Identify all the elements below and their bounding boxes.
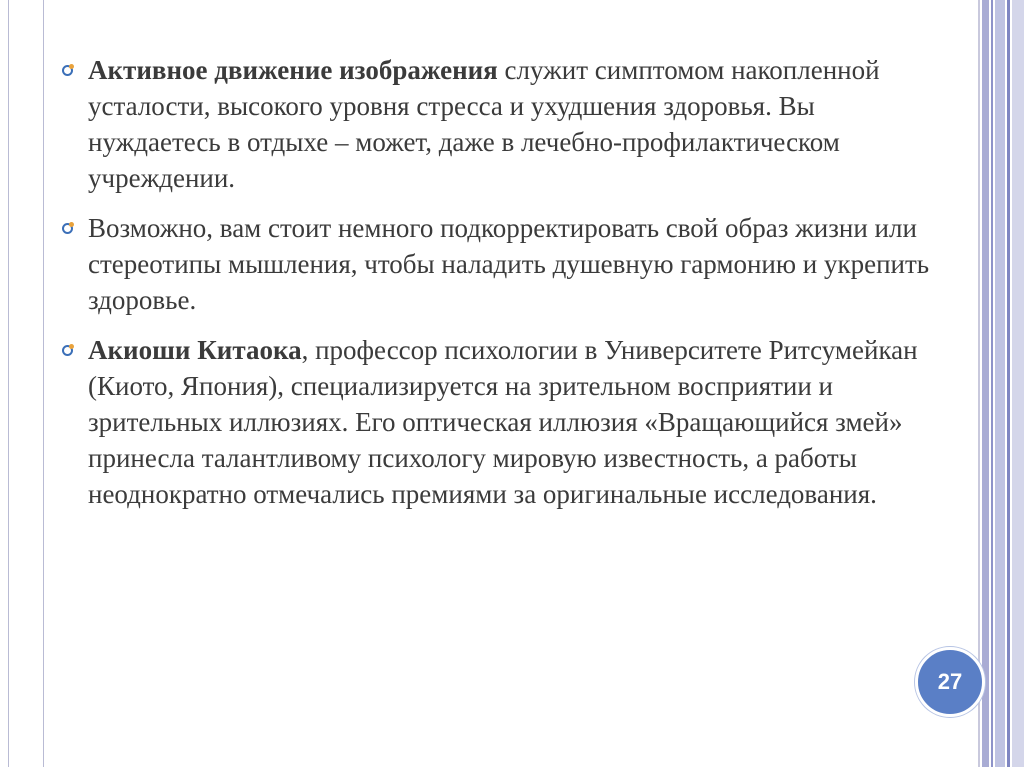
stripe <box>982 0 989 767</box>
right-decorative-stripes <box>978 0 1024 767</box>
bullet-item <box>62 52 942 196</box>
page-number-badge: 27 <box>915 647 985 717</box>
stripe <box>1007 0 1010 767</box>
slide-content <box>62 52 942 526</box>
bullet-circle-icon <box>62 345 73 356</box>
bullet-bold-text: Акиоши Китаока <box>88 335 302 365</box>
bullet-item <box>62 210 942 318</box>
bullet-text: , профессор психологии в Университете Ритсумейкан (Киото, Япония), специализируется на зрительном восприятии и зрительных иллюзиях. Его оптическая иллюзия «Вращающийся змей» принесла талантливому психологу мировую известность, а работы неоднократно отмечались премиями за оригинальные исследования. <box>88 335 918 509</box>
stripe <box>978 0 980 767</box>
stripe <box>995 0 1005 767</box>
bullet-item <box>62 332 942 512</box>
bullet-circle-icon <box>62 223 73 234</box>
left-frame-border <box>8 0 44 767</box>
bullet-text: Возможно, вам стоит немного подкорректировать свой образ жизни или стереотипы мышления, чтобы наладить душевную гармонию и укрепить здоровье. <box>88 213 930 315</box>
bullet-circle-icon <box>62 65 73 76</box>
bullet-bold-text: Активное движение изображения <box>88 55 498 85</box>
bullet-text: служит симптомом накопленной усталости, высокого уровня стресса и ухудшения здоровья. Вы нуждаетесь в отдыхе – может, даже в лечебно-профилактическом учреждении. <box>88 55 880 193</box>
stripe <box>991 0 993 767</box>
stripe <box>1012 0 1024 767</box>
